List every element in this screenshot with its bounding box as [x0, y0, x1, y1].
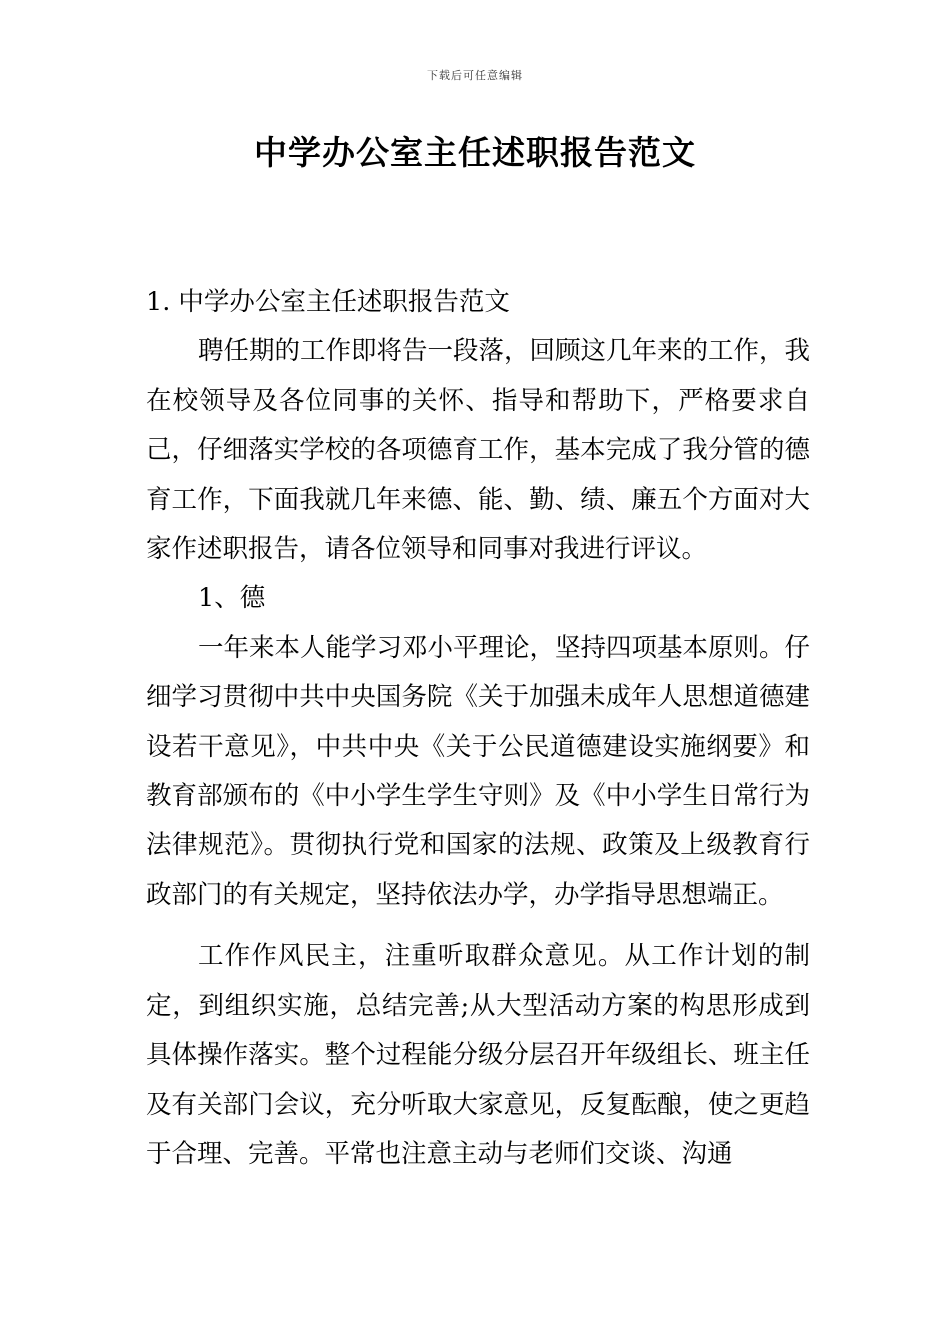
subheading-de: 1、德 — [198, 583, 266, 614]
document-body — [146, 278, 810, 1179]
paragraph-intro: 聘任期的工作即将告一段落，回顾这几年来的工作，我在校领导及各位同事的关怀、指导和帮助下，严格要求自己，仔细落实学校的各项德育工作，基本完成了我分管的德育工作，下面我就几年来德、能、勤、绩、廉五个方面对大家作述职报告，请各位领导和同事对我进行评议。 — [146, 336, 811, 565]
section-heading: 1. 中学办公室主任述职报告范文 — [146, 287, 510, 317]
document-title: 中学办公室主任述职报告范文 — [254, 133, 696, 172]
paragraph-de: 一年来本人能学习邓小平理论，坚持四项基本原则。仔细学习贯彻中共中央国务院《关于加强未成年人思想道德建设若干意见》，中共中央《关于公民道德建设实施纲要》和教育部颁布的《中小学生学生守则》及《中小学生日常行为法律规范》。贯彻执行党和国家的法规、政策及上级教育行政部门的有关规定，坚持依法办学，办学指导思想端正。 — [146, 632, 811, 910]
header-note: 下载后可任意编辑 — [427, 69, 523, 82]
paragraph-work-style: 工作作风民主，注重听取群众意见。从工作计划的制定，到组织实施，总结完善;从大型活动方案的构思形成到具体操作落实。整个过程能分级分层召开年级组长、班主任及有关部门会议，充分听取大家意见，反复酝酿，使之更趋于合理、完善。平常也注意主动与老师们交谈、沟通 — [146, 941, 810, 1169]
